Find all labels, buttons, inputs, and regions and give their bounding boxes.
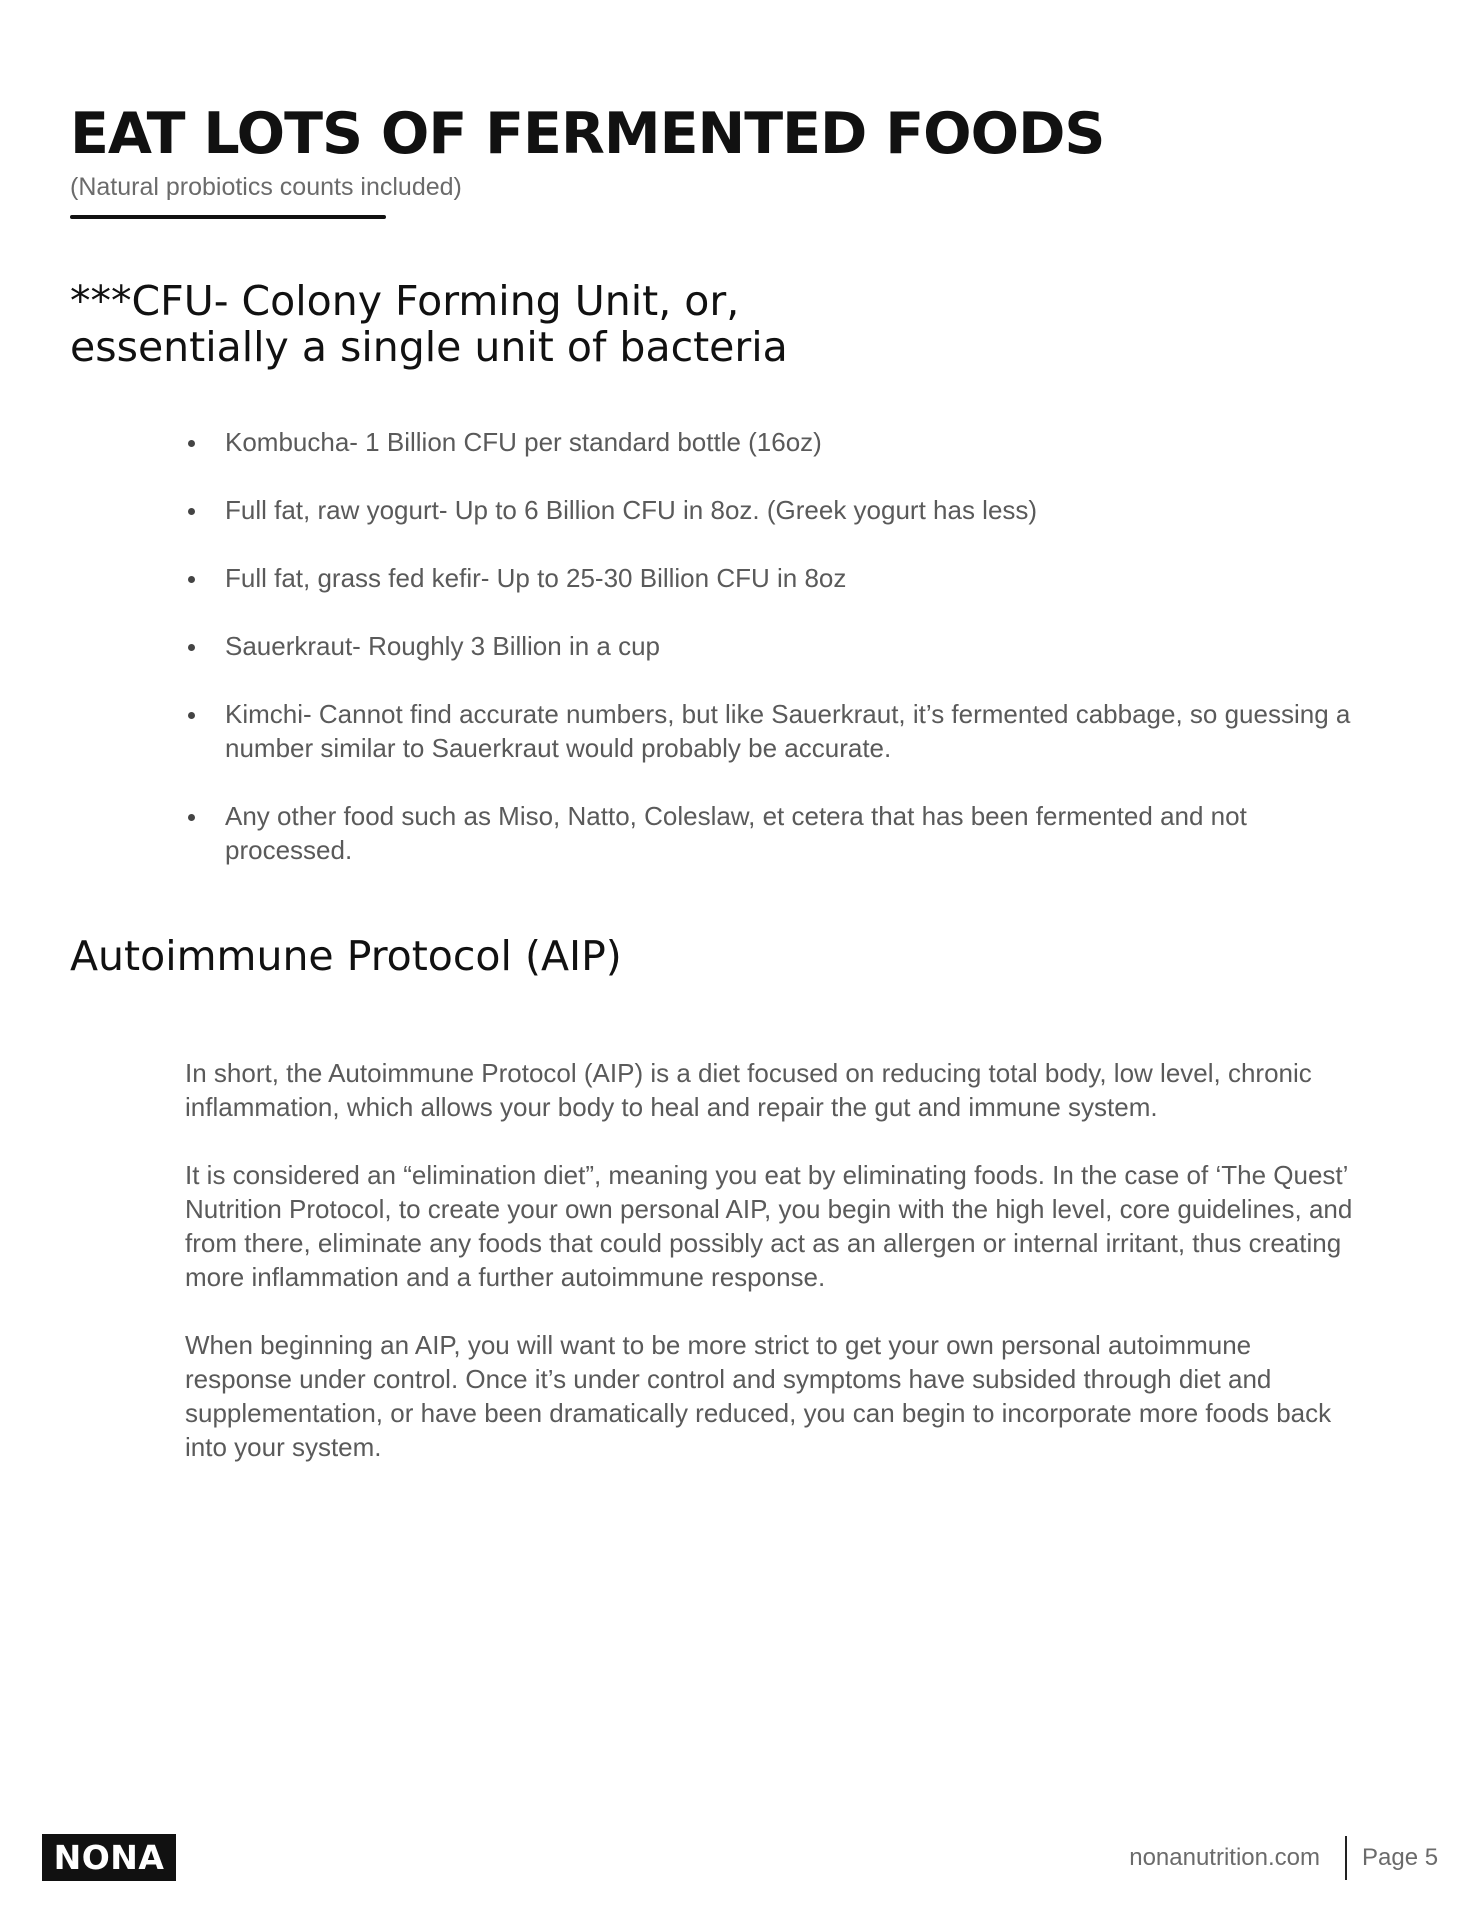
aip-paragraph-3: When beginning an AIP, you will want to be more strict to get your own personal autoimmune response under control. Once it’s under control and symptoms have subsided through diet and supplementation, or have been dramatically reduced, you can begin to incorporate more foods back into your system.: [185, 1330, 1332, 1462]
list-item-kombucha: Kombucha- 1 Billion CFU per standard bottle (16oz): [180, 425, 1360, 459]
list-item-kefir: Full fat, grass fed kefir- Up to 25-30 Billion CFU in 8oz: [180, 561, 1360, 595]
title-underline: [70, 215, 386, 219]
cfu-heading-line-2: essentially a single unit of bacteria: [70, 323, 788, 371]
page-subtitle: (Natural probiotics counts included): [70, 173, 462, 201]
aip-body: [185, 1056, 1355, 1498]
page-title: EAT LOTS OF FERMENTED FOODS: [70, 101, 1105, 167]
footer-website[interactable]: nonanutrition.com: [1129, 1844, 1320, 1871]
nona-logo: NONA: [42, 1834, 176, 1881]
aip-paragraph-1: In short, the Autoimmune Protocol (AIP) is a diet focused on reducing total body, low level, chronic inflammation, which allows your body to heal and repair the gut and immune system.: [185, 1058, 1312, 1122]
page-number: Page 5: [1362, 1844, 1439, 1871]
list-item-yogurt: Full fat, raw yogurt- Up to 6 Billion CFU in 8oz. (Greek yogurt has less): [180, 493, 1360, 527]
list-item-other-foods: Any other food such as Miso, Natto, Coleslaw, et cetera that has been fermented and not processed.: [180, 799, 1360, 867]
aip-paragraph-2: It is considered an “elimination diet”, meaning you eat by eliminating foods. In the case of ‘The Quest’ Nutrition Protocol, to create your own personal AIP, you begin with the high level, core guidelines, and from there, eliminate any foods that could possibly act as an allergen or internal irritant, thus creating more inflammation and a further autoimmune response.: [185, 1160, 1353, 1292]
cfu-definition-heading: [70, 278, 970, 370]
aip-heading: Autoimmune Protocol (AIP): [70, 932, 622, 980]
list-item-sauerkraut: Sauerkraut- Roughly 3 Billion in a cup: [180, 629, 1360, 663]
list-item-kimchi: Kimchi- Cannot find accurate numbers, but like Sauerkraut, it’s fermented cabbage, so guessing a number similar to Sauerkraut would probably be accurate.: [180, 697, 1360, 765]
footer-divider: [1345, 1836, 1347, 1880]
cfu-heading-line-1: ***CFU- Colony Forming Unit, or,: [70, 277, 740, 325]
fermented-foods-list: [180, 425, 1360, 901]
